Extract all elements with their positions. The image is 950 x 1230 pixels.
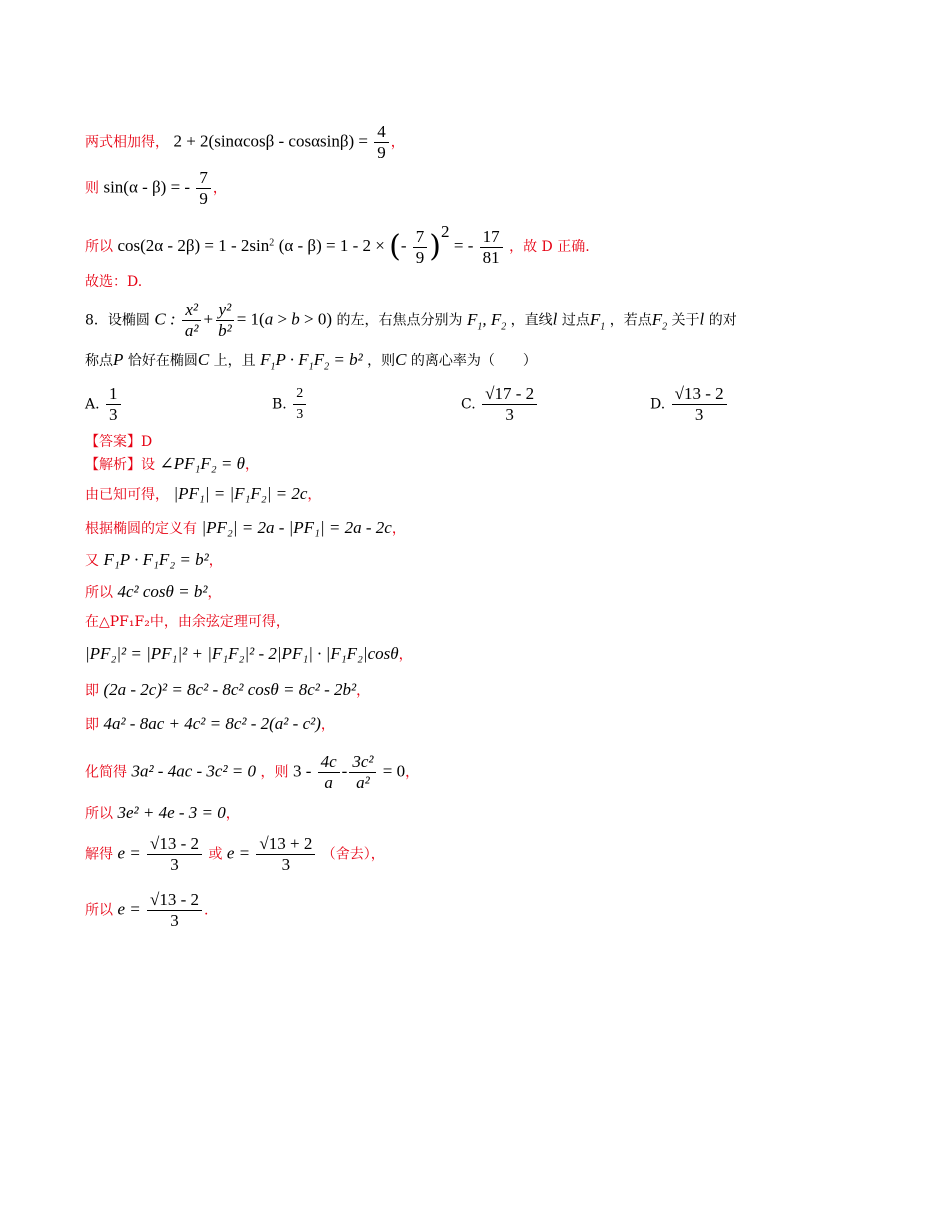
step-label: 化简得 xyxy=(85,764,127,781)
step-6: |PF₂|² = |PF₁|² + |F₁F₂|² - 2|PF₁| · |F₁F₂|cosθ， xyxy=(85,644,413,663)
fraction: $\frac{17}{81}$ xyxy=(480,227,503,268)
step-3: 又 F₁P · F₁F₂ = b²， xyxy=(85,550,223,569)
math-expression: = - xyxy=(453,236,478,255)
step-label: 又 xyxy=(85,553,99,569)
step-10: 所以 3e² + 4e - 3 = 0， xyxy=(85,803,240,822)
step-label: 或 xyxy=(208,846,223,863)
stem-text: 称点 xyxy=(85,353,113,369)
math-expression: |PF₁| = |F₁F₂| = 2c xyxy=(173,484,308,503)
fraction: $\frac{\text{x²}}{\text{a²}}$ xyxy=(182,300,202,341)
math-expression: |PF₂| = 2a - |PF₁| = 2a - 2c xyxy=(201,518,392,537)
stem-text: 恰好在椭圆 xyxy=(127,353,198,369)
step-7: 即 (2a - 2c)² = 8c² - 8c² cosθ = 8c² - 2b²， xyxy=(85,680,371,699)
step-label: 则 xyxy=(85,180,99,197)
step-label: 所以 xyxy=(85,585,113,601)
step-11 xyxy=(85,834,890,875)
step-1: 由已知可得， |PF₁| = |F₁F₂| = 2c， xyxy=(85,484,322,503)
right-paren: ) xyxy=(429,229,441,264)
math-expression: e = xyxy=(226,843,255,863)
solution-line-3: 所以 $\cos(2\alpha - 2\beta) = 1 - 2\sin^2$ (α - β) = 1 - 2 × (- $\frac{7}{9}$ )$^2$ = - $\frac{17}{81}$ ，故 D 正确. xyxy=(85,222,590,267)
step-note: （舍去）， xyxy=(321,846,385,863)
fraction: $\frac{\text{y²}}{\text{b²}}$ xyxy=(215,300,235,341)
math-expression: 2 + 2(sinαcosβ - cosαsinβ) = xyxy=(173,131,373,151)
step-label: 所以 xyxy=(85,902,113,919)
fraction: $\frac{7}{9}$ xyxy=(413,227,428,268)
stem-text: ，若点 xyxy=(609,312,652,329)
fraction: $\frac{√13 - 2}{3}$ xyxy=(147,890,202,931)
step-label: 由已知可得， xyxy=(85,487,169,503)
option-d[interactable] xyxy=(650,384,729,425)
step-label: 根据椭圆的定义有 xyxy=(85,521,197,537)
fraction: $\frac{2}{3}$ xyxy=(293,384,306,425)
stem-text: 关于 xyxy=(671,312,700,329)
option-c[interactable] xyxy=(461,384,539,425)
step-label: 即 xyxy=(85,683,99,699)
stem-text: ，则 xyxy=(367,353,396,369)
math-expression: 3a² - 4ac - 3c² = 0 xyxy=(131,761,257,781)
math-expression: 3e² + 4e - 3 = 0 xyxy=(117,803,226,822)
step-5: 在△PF₁F₂中，由余弦定理可得， xyxy=(85,614,290,630)
math-expression: (2a - 2c)² = 8c² - 8c² cosθ = 8c² - 2b² xyxy=(103,680,357,699)
question-8-stem-2: 称点P 恰好在椭圆C 上，且 $F_1P \cdot F_1F_2 = b^2$ ，则C 的离心率为（ ） xyxy=(85,350,537,373)
stem-text: 过点 xyxy=(561,312,590,329)
stem-text: 上，且 xyxy=(213,353,256,369)
math-expression: = 0 xyxy=(378,761,406,781)
fraction: $\frac{1}{3}$ xyxy=(106,384,121,425)
option-letter: C. xyxy=(461,396,476,413)
fraction: $\frac{7}{9}$ xyxy=(196,168,211,209)
analysis-label: 【解析】设 xyxy=(85,457,155,473)
math-expression: ∠PF₁F₂ = θ xyxy=(159,454,245,473)
step-label: 解得 xyxy=(85,846,113,863)
option-letter: D. xyxy=(650,396,666,413)
stem-text: 的左，右焦点分别为 xyxy=(336,312,463,329)
math-expression: e = xyxy=(117,843,145,863)
step-label: 所以 xyxy=(85,806,113,822)
fraction: $\frac{\text{3c²}}{\text{a²}}$ xyxy=(349,752,376,793)
answer-line: 【答案】D xyxy=(85,434,153,450)
option-letter: B. xyxy=(272,396,287,413)
foci: $F_1$, $F_2$ xyxy=(466,309,507,332)
option-b[interactable] xyxy=(272,384,308,425)
solution-line-2: 则 sin(α - β) = - $\frac{7}{9}$ ， xyxy=(85,168,227,208)
stem-text: 的离心率为（ ） xyxy=(410,353,537,369)
step-2: 根据椭圆的定义有 |PF₂| = 2a - |PF₁| = 2a - 2c， xyxy=(85,518,406,537)
analysis-line: 【解析】设 ∠PF₁F₂ = θ， xyxy=(85,454,259,473)
step-4: 所以 4c² cosθ = b²， xyxy=(85,582,222,601)
ellipse-equation: C : xyxy=(154,309,180,329)
math-expression: cos(2α - 2β) = 1 - 2sin xyxy=(117,236,270,255)
math-expression: 3 - xyxy=(292,761,316,781)
step-label: 所以 xyxy=(85,239,113,255)
dot-product: $F_1P \cdot F_1F_2 = b^2$ xyxy=(260,350,363,373)
fraction: $\frac{√13 - 2}{3}$ xyxy=(672,384,727,425)
fraction: $\frac{√13 - 2}{3}$ xyxy=(147,834,202,875)
math-expression: 4a² - 8ac + 4c² = 8c² - 2(a² - c²) xyxy=(103,714,321,733)
math-expression: 4c² cosθ = b² xyxy=(117,582,208,601)
math-expression: (α - β) = 1 - 2 × xyxy=(278,236,390,255)
step-label: 两式相加得， xyxy=(85,134,169,151)
math-expression: |PF₂|² = |PF₁|² + |F₁F₂|² - 2|PF₁| · |F₁F₂|cosθ xyxy=(85,644,399,663)
option-letter: A. xyxy=(85,396,100,413)
fraction: $\frac{√17 - 2}{3}$ xyxy=(482,384,537,425)
question-8-stem-1: 8．设椭圆 C : $\frac{\text{x²}}{\text{a²}}$ + $\frac{\text{y²}}{\text{b²}}$ = 1(a > b > 0) 的左，右焦点分别为 $F_1$, $F_2$ ，直线l 过点$F_1$ ，若点$F_2$ 关于l 的对 xyxy=(85,300,737,340)
step-12: 所以 e = $\frac{√13 - 2}{3}$ . xyxy=(85,890,209,930)
stem-text: 8．设椭圆 xyxy=(85,312,150,329)
step-8: 即 4a² - 8ac + 4c² = 8c² - 2(a² - c²)， xyxy=(85,714,335,733)
fraction: $\frac{4c}{a}$ xyxy=(318,752,340,793)
step-9: 化简得 3a² - 4ac - 3c² = 0 ，则 3 - $\frac{4c}{a}$ - $\frac{\text{3c²}}{\text{a²}}$ = 0， xyxy=(85,752,420,792)
math-expression: F₁P · F₁F₂ = b² xyxy=(103,550,209,569)
fraction: $\frac{4}{9}$ xyxy=(374,122,389,163)
step-label: ，则 xyxy=(260,764,289,781)
math-expression: sin(α - β) = - xyxy=(103,177,195,197)
option-a[interactable] xyxy=(85,384,123,425)
fraction: $\frac{√13 + 2}{3}$ xyxy=(256,834,315,875)
conclusion-text: ，故 D 正确. xyxy=(509,239,590,255)
solution-line-1: 两式相加得， 2 + 2(sinαcosβ - cosαsinβ) = $\frac{4}{9}$ ， xyxy=(85,122,405,162)
answer-choice-line: 故选：D. xyxy=(85,274,143,290)
stem-text: 的对 xyxy=(708,312,737,329)
stem-text: ，直线 xyxy=(510,312,553,329)
step-label: 即 xyxy=(85,717,99,733)
math-expression: e = xyxy=(117,899,145,919)
left-paren: ( xyxy=(389,229,401,264)
